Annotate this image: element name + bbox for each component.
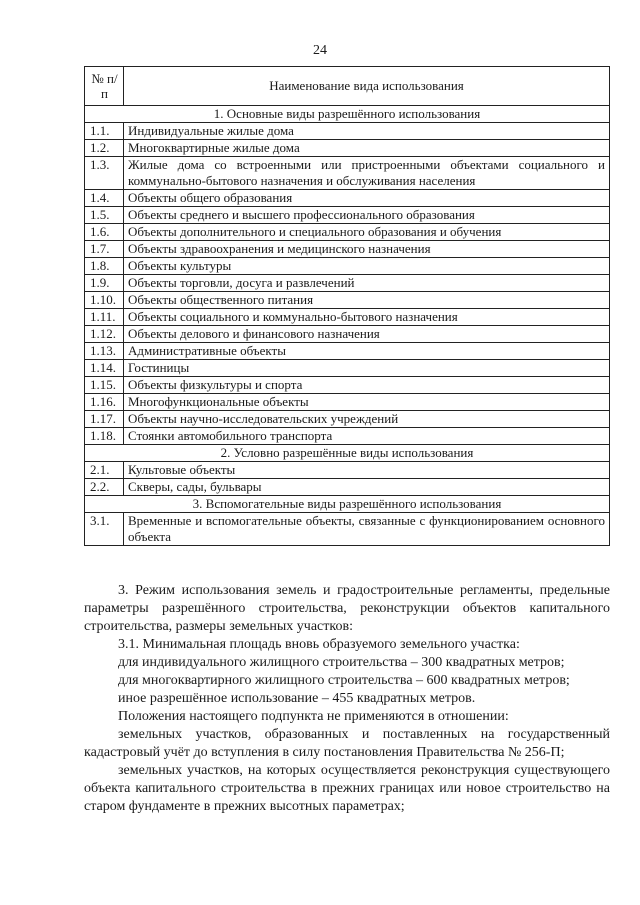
table-row (85, 462, 610, 479)
row-name: Объекты научно-исследовательских учреждений (124, 411, 610, 428)
row-name: Временные и вспомогательные объекты, связанные с функционированием основного объекта (124, 513, 610, 546)
table-row (85, 326, 610, 343)
row-name: Многофункциональные объекты (124, 394, 610, 411)
row-name: Объекты культуры (124, 258, 610, 275)
row-num: 1.6. (85, 224, 124, 241)
row-name: Стоянки автомобильного транспорта (124, 428, 610, 445)
row-num: 1.12. (85, 326, 124, 343)
land-use-table (84, 66, 610, 546)
row-name: Объекты торговли, досуга и развлечений (124, 275, 610, 292)
row-name: Объекты дополнительного и специального образования и обучения (124, 224, 610, 241)
table-row (85, 309, 610, 326)
row-name: Объекты общего образования (124, 190, 610, 207)
row-num: 1.7. (85, 241, 124, 258)
table-row (85, 360, 610, 377)
row-name: Жилые дома со встроенными или пристроенными объектами социального и коммунально-бытового назначения и обслуживания населения (124, 157, 610, 190)
paragraph: иное разрешённое использование – 455 квадратных метров. (118, 691, 476, 706)
row-name: Объекты делового и финансового назначения (124, 326, 610, 343)
row-num: 2.2. (85, 479, 124, 496)
row-num: 1.5. (85, 207, 124, 224)
paragraph: для многоквартирного жилищного строительства – 600 квадратных метров; (118, 673, 570, 688)
row-num: 1.13. (85, 343, 124, 360)
paragraph: Положения настоящего подпункта не применяются в отношении: (118, 709, 509, 724)
table-row (85, 479, 610, 496)
table-row (85, 190, 610, 207)
table-row (85, 275, 610, 292)
row-num: 1.8. (85, 258, 124, 275)
row-name: Индивидуальные жилые дома (124, 123, 610, 140)
paragraph: 3.1. Минимальная площадь вновь образуемого земельного участка: (118, 637, 520, 652)
row-num: 1.4. (85, 190, 124, 207)
row-name: Объекты общественного питания (124, 292, 610, 309)
row-name: Объекты социального и коммунально-бытового назначения (124, 309, 610, 326)
row-num: 1.16. (85, 394, 124, 411)
table-row (85, 377, 610, 394)
row-name: Скверы, сады, бульвары (124, 479, 610, 496)
page-number: 24 (313, 43, 327, 58)
row-num: 1.18. (85, 428, 124, 445)
row-name: Объекты физкультуры и спорта (124, 377, 610, 394)
table-row (85, 513, 610, 546)
table-row (85, 258, 610, 275)
row-num: 1.2. (85, 140, 124, 157)
table-row (85, 343, 610, 360)
row-num: 1.14. (85, 360, 124, 377)
table-row (85, 411, 610, 428)
paragraph: для индивидуального жилищного строительства – 300 квадратных метров; (118, 655, 565, 670)
section-title-row (85, 445, 610, 462)
row-num: 3.1. (85, 513, 124, 546)
row-num: 1.9. (85, 275, 124, 292)
row-name: Административные объекты (124, 343, 610, 360)
row-num: 1.10. (85, 292, 124, 309)
row-name: Многоквартирные жилые дома (124, 140, 610, 157)
table-row (85, 394, 610, 411)
section-title: 3. Вспомогательные виды разрешённого использования (85, 496, 610, 513)
section-title-row (85, 106, 610, 123)
row-num: 1.1. (85, 123, 124, 140)
row-num: 1.17. (85, 411, 124, 428)
table-row (85, 207, 610, 224)
row-name: Культовые объекты (124, 462, 610, 479)
section-title: 2. Условно разрешённые виды использования (85, 445, 610, 462)
table-row (85, 224, 610, 241)
table-header-row (85, 67, 610, 106)
row-name: Объекты среднего и высшего профессионального образования (124, 207, 610, 224)
table-row (85, 428, 610, 445)
row-num: 1.15. (85, 377, 124, 394)
section-title-row (85, 496, 610, 513)
table-row (85, 123, 610, 140)
table-row (85, 140, 610, 157)
paragraph: земельных участков, образованных и поставленных на государственный кадастровый учёт до вступления в силу постановления Правительства № 256-П; (84, 727, 610, 760)
row-name: Объекты здравоохранения и медицинского назначения (124, 241, 610, 258)
section-title: 1. Основные виды разрешённого использования (85, 106, 610, 123)
header-name-cell: Наименование вида использования (124, 67, 610, 106)
header-num-cell: № п/п (85, 67, 124, 106)
table-row (85, 157, 610, 190)
row-num: 1.3. (85, 157, 124, 190)
body-text (84, 582, 610, 816)
row-num: 2.1. (85, 462, 124, 479)
paragraph: земельных участков, на которых осуществляется реконструкция существующего объекта капитального строительства в прежних границах или новое строительство на старом фундаменте в прежних высотных параметрах; (84, 763, 610, 814)
table-row (85, 292, 610, 309)
row-name: Гостиницы (124, 360, 610, 377)
row-num: 1.11. (85, 309, 124, 326)
paragraph: 3. Режим использования земель и градостроительные регламенты, предельные параметры разрешённого строительства, реконструкции объектов капитального строительства, размеры земельных участков: (84, 583, 610, 634)
table-row (85, 241, 610, 258)
